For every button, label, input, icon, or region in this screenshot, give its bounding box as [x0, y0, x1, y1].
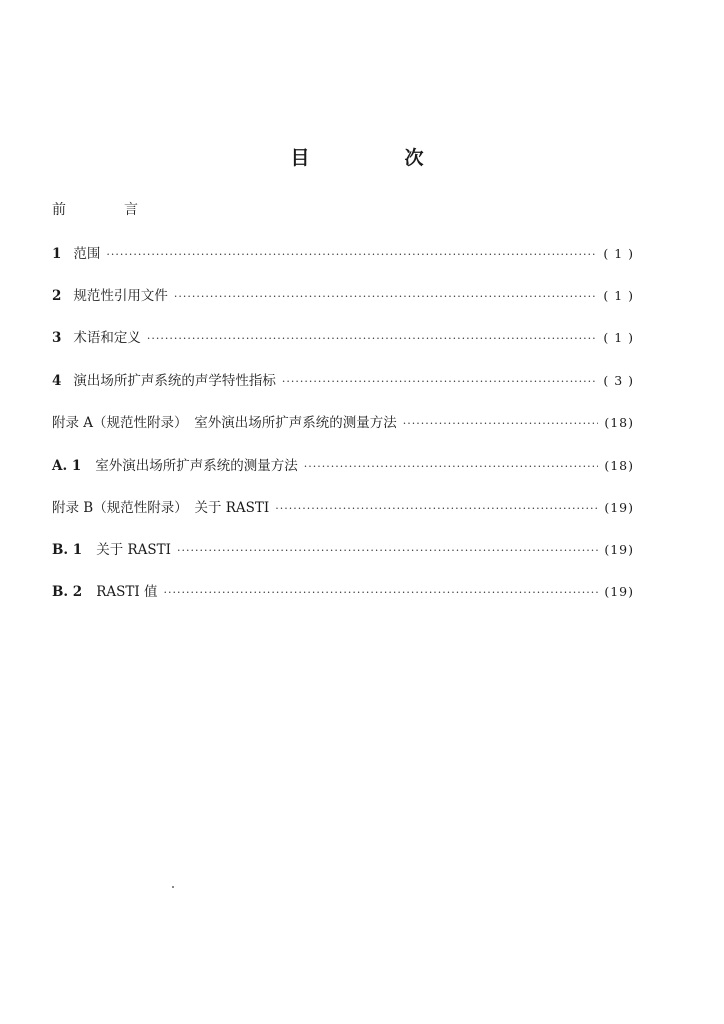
toc-entry-label: 范围 — [73, 246, 101, 262]
scan-speck — [172, 886, 174, 888]
toc-entry-b2[interactable] — [52, 580, 634, 600]
toc-entry-number: 1 — [52, 246, 62, 262]
toc-entry-page: ( 1 ) — [603, 288, 634, 303]
toc-entry-number: 4 — [52, 373, 62, 389]
toc-entry-number: 3 — [52, 330, 62, 346]
toc-entry-number: B. 2 — [52, 584, 83, 600]
leader-dots — [177, 544, 598, 557]
toc-entry-3[interactable] — [52, 326, 634, 346]
toc-entry-number: 2 — [52, 288, 62, 304]
leader-dots — [282, 375, 597, 388]
page-title: 目 次 — [290, 147, 462, 169]
leader-dots — [403, 417, 599, 430]
leader-dots — [275, 502, 598, 515]
toc-entry-number: A. 1 — [52, 458, 82, 474]
toc-entry-label: 室外演出场所扩声系统的测量方法 — [95, 458, 298, 474]
toc-entry-page: ( 1 ) — [603, 246, 634, 261]
toc-entry-appendix-a[interactable] — [52, 411, 634, 431]
leader-dots — [164, 586, 599, 599]
toc-entry-page: (18) — [604, 458, 634, 473]
toc-entry-page: ( 1 ) — [603, 330, 634, 345]
toc-entry-page: (18) — [604, 415, 634, 430]
toc-entry-label: 关于 RASTI — [96, 542, 172, 558]
toc-entry-page: (19) — [604, 542, 634, 557]
toc-entry-2[interactable] — [52, 284, 634, 304]
toc-entry-appendix-b[interactable] — [52, 496, 634, 516]
leader-dots — [147, 332, 597, 345]
toc-entry-label: 附录 A（规范性附录） 室外演出场所扩声系统的测量方法 — [52, 415, 397, 431]
leader-dots — [304, 460, 599, 473]
toc-entry-b1[interactable] — [52, 538, 634, 558]
toc-entry-page: ( 3 ) — [603, 373, 634, 388]
toc-entry-label: 规范性引用文件 — [73, 288, 168, 304]
toc-entry-label: 附录 B（规范性附录） 关于 RASTI — [52, 500, 270, 516]
toc-entry-page: (19) — [604, 500, 634, 515]
leader-dots — [174, 290, 597, 303]
toc-entry-page: (19) — [604, 584, 634, 599]
leader-dots — [106, 248, 597, 261]
toc-entry-number: B. 1 — [52, 542, 83, 558]
toc-entry-a1[interactable] — [52, 454, 634, 474]
toc-entry-1[interactable] — [52, 242, 634, 262]
toc-entry-label: RASTI 值 — [96, 584, 158, 600]
preface-heading: 前 言 — [52, 202, 160, 218]
toc-entry-4[interactable] — [52, 369, 634, 389]
toc-entry-label: 演出场所扩声系统的声学特性指标 — [73, 373, 276, 389]
toc-entry-label: 术语和定义 — [73, 330, 141, 346]
